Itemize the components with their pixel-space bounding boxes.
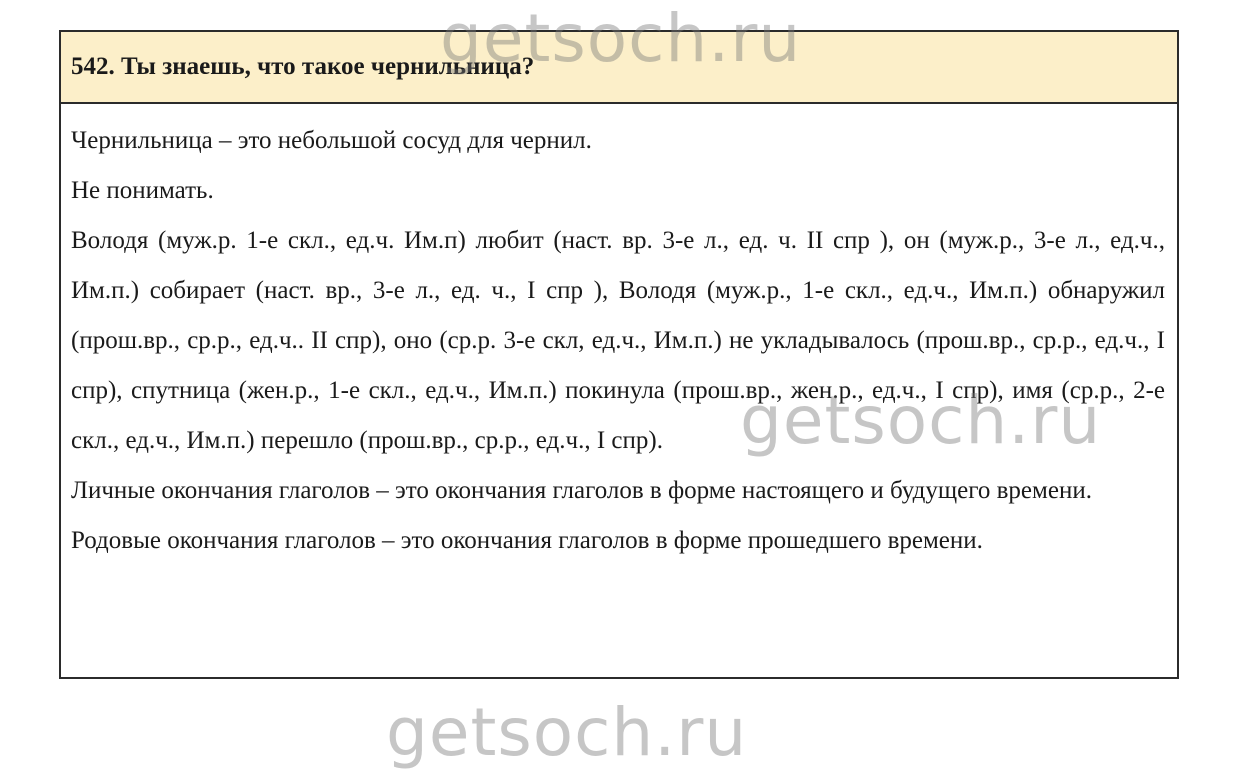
watermark-bottom: getsoch.ru <box>386 694 748 771</box>
exercise-header <box>61 32 1177 104</box>
answer-paragraph-3: Володя (муж.р. 1-е скл., ед.ч. Им.п) любит (наст. вр. 3-е л., ед. ч. II спр ), он (муж.р., 3-е л., ед.ч., Им.п.) собирает (наст. вр., 3-е л., ед. ч., I спр ), Володя (муж.р., 1-е скл., ед.ч., Им.п.) обнаружил (прош.вр., ср.р., ед.ч.. II спр), оно (ср.р. 3-е скл, ед.ч., Им.п.) не укладывалось (прош.вр., ср.р., ед.ч., I спр), спутница (жен.р., 1-е скл., ед.ч., Им.п.) покинула (прош.вр., жен.р., ед.ч., I спр), имя (ср.р., 2-е скл., ед.ч., Им.п.) перешло (прош.вр., ср.р., ед.ч., I спр). <box>71 227 1165 454</box>
answer-paragraph-1: Чернильница – это небольшой сосуд для чернил. <box>71 127 592 154</box>
watermark-top: getsoch.ru <box>440 0 802 77</box>
watermark-middle: getsoch.ru <box>740 382 1102 459</box>
exercise-title: 542. Ты знаешь, что такое чернильница? <box>71 53 535 80</box>
answer-paragraph-4: Личные окончания глаголов – это окончания глаголов в форме настоящего и будущего времени. <box>71 477 1092 504</box>
answer-paragraph-5: Родовые окончания глаголов – это окончания глаголов в форме прошедшего времени. <box>71 527 983 554</box>
exercise-body <box>61 104 1177 566</box>
exercise-card <box>59 30 1179 679</box>
answer-paragraph-2: Не понимать. <box>71 177 214 204</box>
